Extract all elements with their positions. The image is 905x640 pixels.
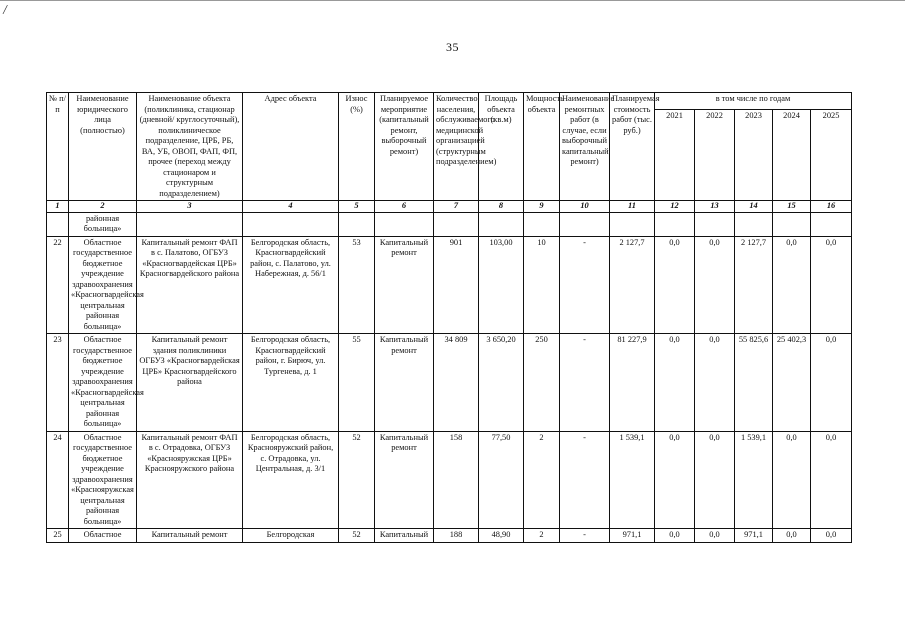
cell-population: 188: [434, 529, 479, 543]
cell-works: -: [560, 334, 610, 432]
cell-population: 901: [434, 236, 479, 334]
cell-y2021: 0,0: [655, 431, 695, 529]
table-row: [47, 334, 852, 432]
cell-y2025: 0,0: [811, 334, 852, 432]
cell-y2024: 0,0: [773, 529, 811, 543]
table-row: [47, 529, 852, 543]
header-wear: Износ (%): [339, 93, 375, 201]
column-number: 5: [339, 201, 375, 213]
header-object: Наименование объекта (поликлиника, стационар (дневной/ круглосуточный), поликлиническое подразделение, ЦРБ, РБ, ВА, УБ, ОВОП, ФАП, ФП, прочее (переход между стационаром и структурным подразделением): [137, 93, 243, 201]
cell-wear: 52: [339, 431, 375, 529]
header-year: 2023: [735, 110, 773, 201]
cell-entity: Областное государственное бюджетное учреждение здравоохранения «Красногвардейская центральная районная больница»: [69, 236, 137, 334]
column-number: 14: [735, 201, 773, 213]
cell-y2024: 0,0: [773, 431, 811, 529]
cell-y2021: 0,0: [655, 236, 695, 334]
cell-y2022: 0,0: [695, 236, 735, 334]
cell-y2024: 25 402,3: [773, 334, 811, 432]
header-year: 2021: [655, 110, 695, 201]
header-entity: Наименование юридического лица (полностью): [69, 93, 137, 201]
column-number: 4: [243, 201, 339, 213]
header-years-group: в том числе по годам: [655, 93, 852, 110]
cell-population: 158: [434, 431, 479, 529]
cell-y2023: 55 825,6: [735, 334, 773, 432]
header-activity: Планируемое мероприятие (капитальный ремонт, выборочный ремонт): [375, 93, 434, 201]
cell-cost: 2 127,7: [610, 236, 655, 334]
cell-num: 22: [47, 236, 69, 334]
cell-entity: Областное: [69, 529, 137, 543]
header-year: 2024: [773, 110, 811, 201]
page-number: 35: [446, 40, 459, 54]
cell-y2022: 0,0: [695, 334, 735, 432]
cell-object: Капитальный ремонт ФАП в с. Палатово, ОГБУЗ «Красногвардейская ЦРБ» Красногвардейского района: [137, 236, 243, 334]
header-works: Наименование ремонтных работ (в случае, если выборочный капитальный ремонт): [560, 93, 610, 201]
column-number: 8: [479, 201, 524, 213]
table-row: [47, 236, 852, 334]
column-number: 12: [655, 201, 695, 213]
header-year: 2025: [811, 110, 852, 201]
cell-num: 23: [47, 334, 69, 432]
cell-y2021: 0,0: [655, 334, 695, 432]
column-number: 2: [69, 201, 137, 213]
cell-activity: Капитальный: [375, 529, 434, 543]
table-row: [47, 431, 852, 529]
cell-area: 103,00: [479, 236, 524, 334]
cell-entity: Областное государственное бюджетное учреждение здравоохранения «Краснояружская центральная районная больница»: [69, 431, 137, 529]
column-number: 6: [375, 201, 434, 213]
cell-y2023: 1 539,1: [735, 431, 773, 529]
cell-wear: 52: [339, 529, 375, 543]
cell-y2025: 0,0: [811, 529, 852, 543]
cell-works: -: [560, 236, 610, 334]
repair-program-table: [46, 92, 852, 543]
column-number: 11: [610, 201, 655, 213]
carry-over-row: [47, 212, 852, 236]
header-capacity: Мощность объекта: [524, 93, 560, 201]
cell-y2022: 0,0: [695, 529, 735, 543]
cell-works: -: [560, 529, 610, 543]
cell-object: Капитальный ремонт здания поликлиники ОГБУЗ «Красногвардейская ЦРБ» Красногвардейского района: [137, 334, 243, 432]
cell-y2022: 0,0: [695, 431, 735, 529]
cell-entity: Областное государственное бюджетное учреждение здравоохранения «Красногвардейская центральная районная больница»: [69, 334, 137, 432]
cell-cost: 971,1: [610, 529, 655, 543]
cell-y2024: 0,0: [773, 236, 811, 334]
cell-address: Белгородская область, Красногвардейский район, с. Палатово, ул. Набережная, д. 56/1: [243, 236, 339, 334]
cell-address: Белгородская область, Краснояружский район, с. Отрадовка, ул. Центральная, д. 3/1: [243, 431, 339, 529]
column-number: 15: [773, 201, 811, 213]
cell-area: 48,90: [479, 529, 524, 543]
header-population: Количество населения, обслуживаемого медицинской организацией (структурным подразделением): [434, 93, 479, 201]
cell-object: Капитальный ремонт ФАП в с. Отрадовка, ОГБУЗ «Краснояружская ЦРБ» Краснояружского района: [137, 431, 243, 529]
column-number-row: [47, 201, 852, 213]
cell-activity: Капитальный ремонт: [375, 236, 434, 334]
cell-activity: Капитальный ремонт: [375, 334, 434, 432]
cell-capacity: 10: [524, 236, 560, 334]
header-cost: Планируемая стоимость работ (тыс. руб.): [610, 93, 655, 201]
header-area: Площадь объекта (кв.м): [479, 93, 524, 201]
column-number: 1: [47, 201, 69, 213]
cell-address: Белгородская область, Красногвардейский район, г. Бирюч, ул. Тургенева, д. 1: [243, 334, 339, 432]
column-number: 9: [524, 201, 560, 213]
cell-y2025: 0,0: [811, 236, 852, 334]
cell-y2021: 0,0: [655, 529, 695, 543]
cell-capacity: 250: [524, 334, 560, 432]
column-number: 3: [137, 201, 243, 213]
cell-wear: 53: [339, 236, 375, 334]
column-number: 7: [434, 201, 479, 213]
header-row: [47, 93, 852, 110]
cell-population: 34 809: [434, 334, 479, 432]
corner-mark: /: [2, 2, 8, 19]
cell-activity: Капитальный ремонт: [375, 431, 434, 529]
cell-works: -: [560, 431, 610, 529]
cell-num: 24: [47, 431, 69, 529]
page-top-border: [0, 0, 905, 1]
cell-address: Белгородская: [243, 529, 339, 543]
cell-area: 77,50: [479, 431, 524, 529]
cell-cost: 81 227,9: [610, 334, 655, 432]
carry-over-text: районная больница»: [69, 212, 137, 236]
header-year: 2022: [695, 110, 735, 201]
header-num: № п/п: [47, 93, 69, 201]
cell-object: Капитальный ремонт: [137, 529, 243, 543]
cell-num: 25: [47, 529, 69, 543]
cell-capacity: 2: [524, 431, 560, 529]
cell-y2023: 2 127,7: [735, 236, 773, 334]
cell-capacity: 2: [524, 529, 560, 543]
cell-area: 3 650,20: [479, 334, 524, 432]
header-address: Адрес объекта: [243, 93, 339, 201]
column-number: 10: [560, 201, 610, 213]
column-number: 13: [695, 201, 735, 213]
column-number: 16: [811, 201, 852, 213]
cell-y2023: 971,1: [735, 529, 773, 543]
cell-y2025: 0,0: [811, 431, 852, 529]
cell-cost: 1 539,1: [610, 431, 655, 529]
cell-wear: 55: [339, 334, 375, 432]
